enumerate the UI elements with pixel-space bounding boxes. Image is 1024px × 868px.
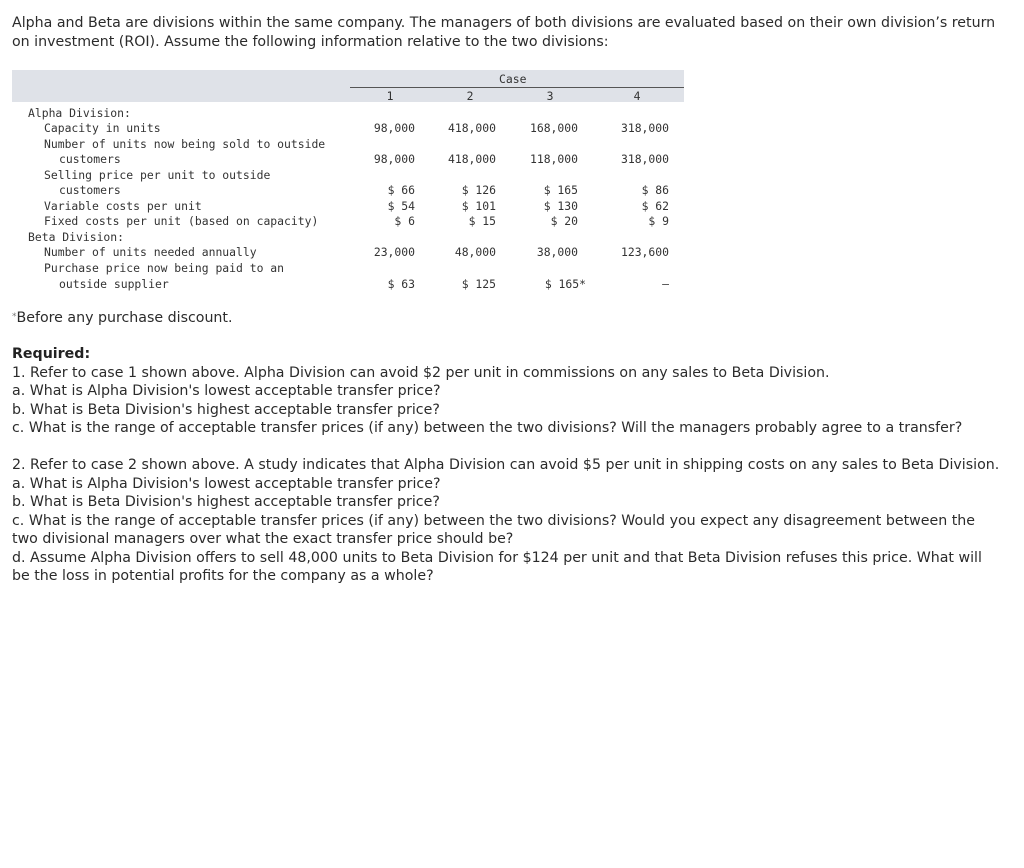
units-sold-label-cont: customers	[59, 152, 121, 166]
case-column-3: 3	[546, 89, 554, 103]
footnote	[12, 309, 233, 328]
required-title: Required:	[12, 346, 91, 362]
question-2a: a. What is Alpha Division's lowest acceptable transfer price?	[12, 475, 441, 492]
fixed-case-2: $ 15	[468, 214, 496, 228]
beta-division-title: Beta Division:	[28, 230, 125, 244]
footnote-text: Before any purchase discount.	[16, 310, 233, 326]
required-section	[12, 345, 1002, 586]
capacity-case-4: 318,000	[620, 121, 669, 135]
fixed-case-4: $ 9	[648, 214, 669, 228]
needed-case-2: 48,000	[454, 245, 496, 259]
case-column-4: 4	[633, 89, 641, 103]
fixed-cost-label: Fixed costs per unit (based on capacity)	[44, 214, 319, 228]
question-1: 1. Refer to case 1 shown above. Alpha Division can avoid $2 per unit in commissions on any sales to Beta Division.	[12, 364, 830, 381]
needed-case-4: 123,600	[620, 245, 669, 259]
price-case-3: $ 165	[543, 183, 578, 197]
units-sold-case-2: 418,000	[447, 152, 496, 166]
capacity-case-1: 98,000	[373, 121, 415, 135]
case-header: Case	[499, 72, 527, 86]
units-sold-label: Number of units now being sold to outside	[44, 137, 326, 151]
price-label: Selling price per unit to outside	[44, 168, 271, 182]
price-case-4: $ 86	[641, 183, 669, 197]
purchase-case-4: –	[662, 277, 669, 291]
fixed-case-1: $ 6	[394, 214, 415, 228]
variable-case-4: $ 62	[641, 199, 669, 213]
question-2b: b. What is Beta Division's highest acceptable transfer price?	[12, 494, 440, 510]
units-sold-case-1: 98,000	[373, 152, 415, 166]
price-case-1: $ 66	[387, 183, 415, 197]
price-label-cont: customers	[59, 183, 121, 197]
case-header-rule	[350, 87, 684, 88]
needed-case-3: 38,000	[536, 245, 578, 259]
question-1c: c. What is the range of acceptable transfer prices (if any) between the two divisions? Will the managers probably agree to a transfer?	[12, 420, 963, 436]
units-needed-label: Number of units needed annually	[44, 245, 257, 259]
variable-case-3: $ 130	[543, 199, 578, 213]
question-1b: b. What is Beta Division's highest acceptable transfer price?	[12, 401, 440, 418]
division-data-table	[12, 70, 684, 300]
variable-case-1: $ 54	[387, 199, 415, 213]
purchase-price-label-cont: outside supplier	[59, 277, 169, 291]
capacity-label: Capacity in units	[44, 121, 161, 135]
case-column-1: 1	[386, 89, 394, 103]
capacity-case-2: 418,000	[447, 121, 496, 135]
variable-case-2: $ 101	[461, 199, 496, 213]
units-sold-case-4: 318,000	[620, 152, 669, 166]
purchase-price-label: Purchase price now being paid to an	[44, 261, 285, 275]
question-2: 2. Refer to case 2 shown above. A study indicates that Alpha Division can avoid $5 per unit in shipping costs on any sales to Beta Division.	[12, 457, 1000, 473]
intro-paragraph: Alpha and Beta are divisions within the same company. The managers of both divisions are evaluated based on their own division’s return on investment (ROI). Assume the following information relative to the two divisions:	[12, 15, 996, 50]
needed-case-1: 23,000	[373, 245, 415, 259]
purchase-case-3: $ 165*	[544, 277, 586, 291]
units-sold-case-3: 118,000	[529, 152, 578, 166]
variable-cost-label: Variable costs per unit	[44, 199, 202, 213]
case-header-band	[12, 70, 684, 102]
alpha-division-title: Alpha Division:	[28, 106, 131, 120]
capacity-case-3: 168,000	[529, 121, 578, 135]
question-2d: d. Assume Alpha Division offers to sell 48,000 units to Beta Division for $124 per unit and that Beta Division refuses this price. What will be the loss in potential profits for the company as a whole?	[12, 549, 982, 584]
question-1a: a. What is Alpha Division's lowest acceptable transfer price?	[12, 383, 441, 399]
fixed-case-3: $ 20	[550, 214, 578, 228]
price-case-2: $ 126	[461, 183, 496, 197]
question-2c: c. What is the range of acceptable transfer prices (if any) between the two divisions? Would you expect any disagreement between the two divisional managers over what the exact transfer price should be?	[12, 512, 976, 547]
purchase-case-1: $ 63	[387, 277, 415, 291]
purchase-case-2: $ 125	[461, 277, 496, 291]
case-column-2: 2	[466, 89, 474, 103]
footnote-star: *	[12, 312, 17, 322]
